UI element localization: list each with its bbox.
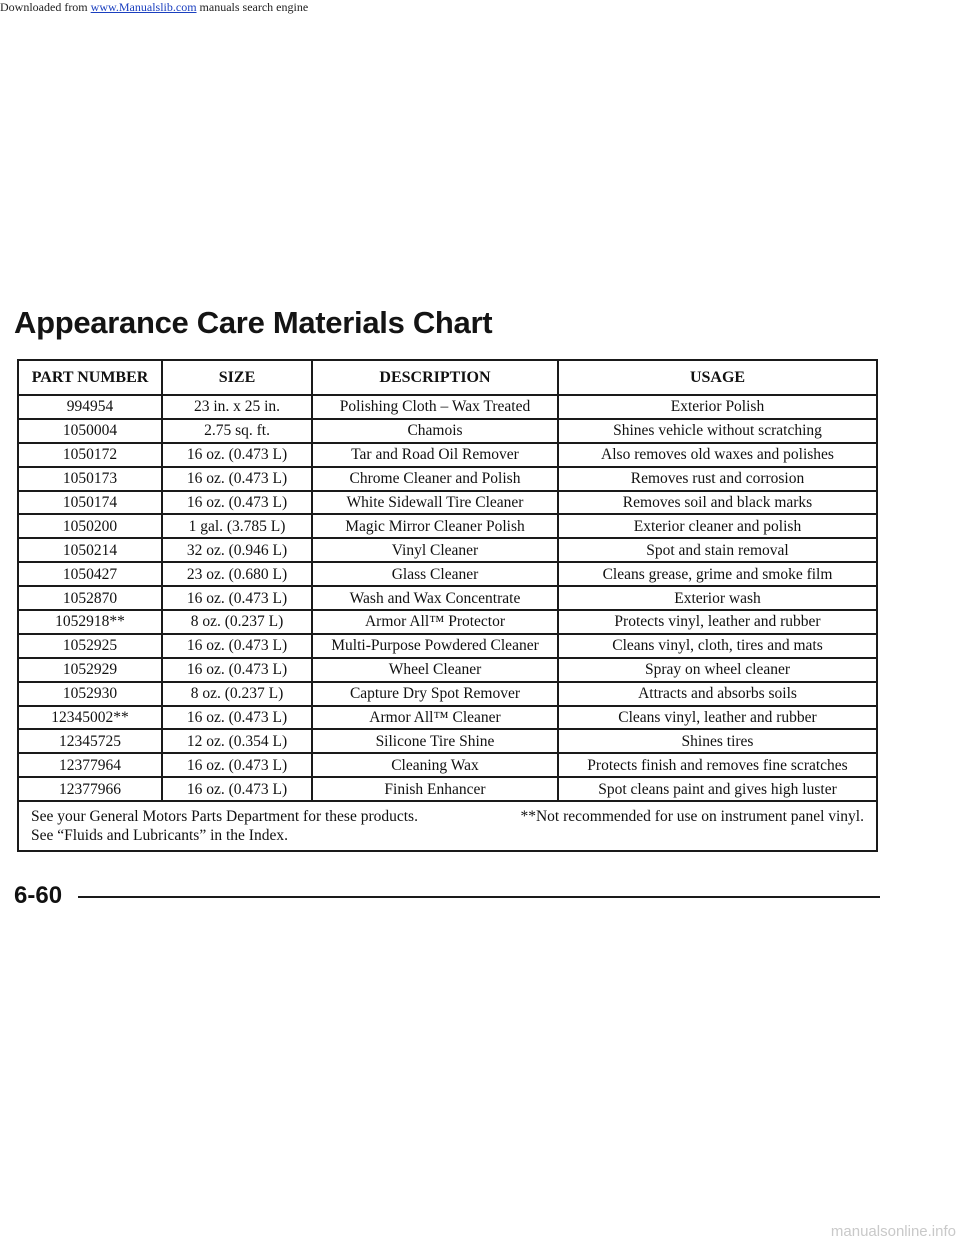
part-number-cell: 1052918** [18,610,162,634]
size-cell: 12 oz. (0.354 L) [162,729,312,753]
description-cell: Armor All™ Protector [312,610,558,634]
size-cell: 16 oz. (0.473 L) [162,634,312,658]
size-cell: 1 gal. (3.785 L) [162,514,312,538]
description-cell: Finish Enhancer [312,777,558,801]
table-row [18,562,877,586]
table-row [18,753,877,777]
table-body [18,395,877,801]
size-cell: 16 oz. (0.473 L) [162,491,312,515]
part-number-cell: 12377966 [18,777,162,801]
part-number-cell: 1050173 [18,467,162,491]
size-cell: 16 oz. (0.473 L) [162,467,312,491]
description-cell: Polishing Cloth – Wax Treated [312,395,558,419]
size-cell: 8 oz. (0.237 L) [162,682,312,706]
footnote-left: See your General Motors Parts Department for these products. [31,808,418,826]
usage-cell: Attracts and absorbs soils [558,682,877,706]
size-cell: 16 oz. (0.473 L) [162,777,312,801]
part-number-cell: 1050172 [18,443,162,467]
footnote-line2: See “Fluids and Lubricants” in the Index. [31,827,288,845]
size-cell: 23 in. x 25 in. [162,395,312,419]
table-row [18,777,877,801]
usage-cell: Spot and stain removal [558,538,877,562]
description-cell: White Sidewall Tire Cleaner [312,491,558,515]
description-cell: Chrome Cleaner and Polish [312,467,558,491]
part-number-cell: 1052870 [18,586,162,610]
watermark-prefix: Downloaded from [0,0,91,14]
table-row [18,443,877,467]
size-cell: 32 oz. (0.946 L) [162,538,312,562]
part-number-cell: 1050004 [18,419,162,443]
usage-cell: Shines tires [558,729,877,753]
usage-cell: Exterior cleaner and polish [558,514,877,538]
description-cell: Armor All™ Cleaner [312,706,558,730]
watermark-suffix: manuals search engine [196,0,309,14]
usage-cell: Protects vinyl, leather and rubber [558,610,877,634]
size-cell: 8 oz. (0.237 L) [162,610,312,634]
table-row [18,586,877,610]
description-cell: Capture Dry Spot Remover [312,682,558,706]
table-row [18,419,877,443]
page-title: Appearance Care Materials Chart [14,305,493,340]
header-part-number: PART NUMBER [18,360,162,395]
usage-cell: Spray on wheel cleaner [558,658,877,682]
description-cell: Chamois [312,419,558,443]
footnote-row [18,801,877,851]
usage-cell: Removes rust and corrosion [558,467,877,491]
part-number-cell: 994954 [18,395,162,419]
manualsonline-watermark: manualsonline.info [830,1223,956,1240]
header-usage: USAGE [558,360,877,395]
materials-table [17,359,878,852]
size-cell: 16 oz. (0.473 L) [162,706,312,730]
table-row [18,514,877,538]
table-row [18,538,877,562]
part-number-cell: 1050174 [18,491,162,515]
size-cell: 16 oz. (0.473 L) [162,443,312,467]
description-cell: Tar and Road Oil Remover [312,443,558,467]
manualslib-link[interactable]: www.Manualslib.com [90,0,197,14]
table-header-row [18,360,877,395]
usage-cell: Protects finish and removes fine scratches [558,753,877,777]
table-row [18,729,877,753]
usage-cell: Shines vehicle without scratching [558,419,877,443]
description-cell: Cleaning Wax [312,753,558,777]
part-number-cell: 12345725 [18,729,162,753]
page-rule [78,896,880,898]
part-number-cell: 1050427 [18,562,162,586]
download-watermark [0,0,308,15]
description-cell: Silicone Tire Shine [312,729,558,753]
size-cell: 23 oz. (0.680 L) [162,562,312,586]
table-row [18,706,877,730]
part-number-cell: 1050214 [18,538,162,562]
table-row [18,467,877,491]
usage-cell: Removes soil and black marks [558,491,877,515]
usage-cell: Spot cleans paint and gives high luster [558,777,877,801]
part-number-cell: 1052929 [18,658,162,682]
part-number-cell: 1052930 [18,682,162,706]
size-cell: 16 oz. (0.473 L) [162,753,312,777]
usage-cell: Exterior Polish [558,395,877,419]
size-cell: 16 oz. (0.473 L) [162,658,312,682]
part-number-cell: 1052925 [18,634,162,658]
part-number-cell: 12377964 [18,753,162,777]
usage-cell: Exterior wash [558,586,877,610]
usage-cell: Cleans vinyl, cloth, tires and mats [558,634,877,658]
table-row [18,658,877,682]
description-cell: Multi-Purpose Powdered Cleaner [312,634,558,658]
description-cell: Wash and Wax Concentrate [312,586,558,610]
part-number-cell: 12345002** [18,706,162,730]
table-row [18,395,877,419]
usage-cell: Also removes old waxes and polishes [558,443,877,467]
table-row [18,610,877,634]
description-cell: Vinyl Cleaner [312,538,558,562]
usage-cell: Cleans vinyl, leather and rubber [558,706,877,730]
footnote-cell [18,801,877,851]
size-cell: 2.75 sq. ft. [162,419,312,443]
table-row [18,682,877,706]
table-row [18,491,877,515]
size-cell: 16 oz. (0.473 L) [162,586,312,610]
usage-cell: Cleans grease, grime and smoke film [558,562,877,586]
description-cell: Wheel Cleaner [312,658,558,682]
page-number: 6-60 [14,882,63,909]
part-number-cell: 1050200 [18,514,162,538]
footnote-right: **Not recommended for use on instrument panel vinyl. [520,808,864,826]
description-cell: Glass Cleaner [312,562,558,586]
header-size: SIZE [162,360,312,395]
description-cell: Magic Mirror Cleaner Polish [312,514,558,538]
table-row [18,634,877,658]
header-description: DESCRIPTION [312,360,558,395]
